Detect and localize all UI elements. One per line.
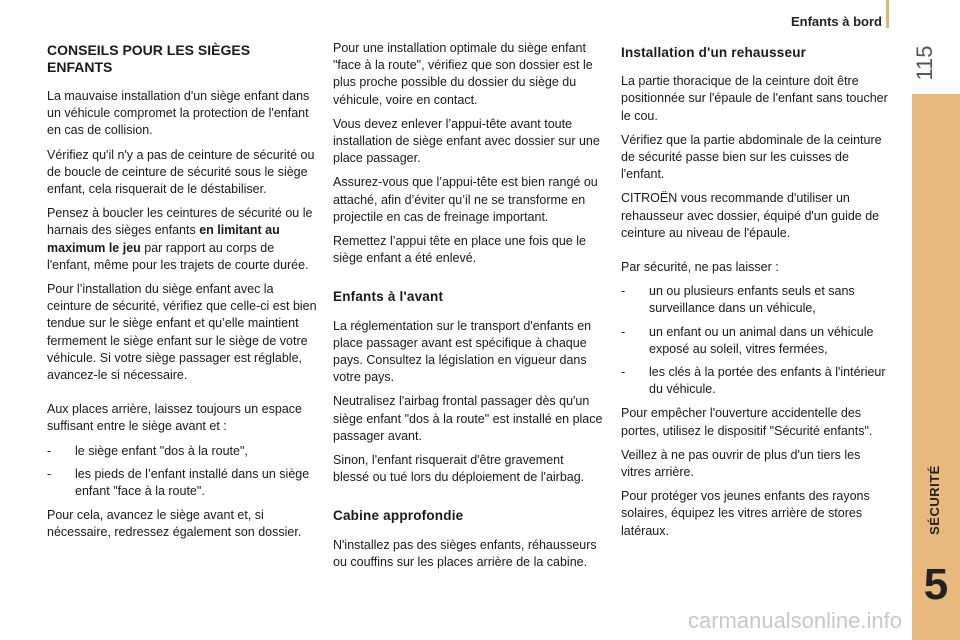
column-3 [621,40,893,547]
page-header-title: Enfants à bord [790,14,882,29]
paragraph: Aux places arrière, laissez toujours un espace suffisant entre le siège avant et : [47,402,302,434]
paragraph: Assurez-vous que l’appui-tête est bien rangé ou attaché, afin d’éviter qu’il ne se transforme en projectile en cas de freinage important. [333,175,598,224]
paragraph: Vérifiez qu'il n'y a pas de ceinture de sécurité ou de boucle de ceinture de sécurité sous le siège enfant, cela risquerait de le déstabiliser. [47,147,315,197]
list-item: - un ou plusieurs enfants seuls et sans surveillance dans un véhicule, [621,284,855,316]
paragraph: Pour protéger vos jeunes enfants des rayons solaires, équipez les vitres arrière de stores latéraux. [621,489,870,538]
watermark: carmanualsonline.info [687,608,902,633]
section-heading: CONSEILS POUR LES SIÈGES ENFANTS [47,42,251,75]
dash-list [47,443,319,501]
paragraph: Remettez l’appui tête en place une fois que le siège enfant a été enlevé. [333,234,586,266]
text-span: Pensez à boucler les ceintures de sécurité ou le harnais des sièges enfants [47,206,313,238]
dash-list [621,283,893,398]
paragraph: Veillez à ne pas ouvrir de plus d'un tiers les vitres arrière. [621,447,861,480]
list-item: - le siège enfant "dos à la route", [47,443,248,458]
paragraph: La mauvaise installation d'un siège enfant dans un véhicule compromet la protection de l'enfant en cas de collision. [47,89,310,138]
bold-text: en limitant au maximum le jeu [47,223,280,255]
paragraph: Par sécurité, ne pas laisser : [621,260,779,275]
paragraph: Vérifiez que la partie abdominale de la ceinture de sécurité passe bien sur les cuisses de l'enfant. [621,132,882,182]
paragraph: N'installez pas des sièges enfants, réhausseurs ou couffins sur les places arrière de la cabine. [333,537,597,569]
paragraph: Vous devez enlever l’appui-tête avant toute installation de siège enfant avec dossier sur une place passager. [333,116,600,166]
paragraph: Pour une installation optimale du siège enfant "face à la route", vérifiez que son dossier est le plus proche possible du dossier du siège du véhicule, voire en contact. [333,41,593,107]
paragraph: Pour l’installation du siège enfant avec la ceinture de sécurité, vérifiez que celle-ci est bien tendue sur le siège enfant et qu’elle maintient fermement le siège enfant sur le siège de votre véhicule. Si votre siège passager est réglable, avancez-le si nécessaire. [47,282,317,383]
subsection-heading: Installation d'un rehausseur [621,45,807,60]
page-number: 115 [912,45,937,81]
paragraph [47,205,319,274]
column-1 [47,40,319,549]
paragraph: CITROËN vous recommande d'utiliser un rehausseur avec dossier, équipé d'un guide de ceinture au niveau de l'épaule. [621,191,880,240]
section-label: SÉCURITÉ [927,465,942,535]
subsection-heading: Enfants à l'avant [333,289,444,305]
text-span: par rapport au corps de l'enfant, même pour les trajets de courte durée. [47,240,309,272]
column-2 [333,40,603,578]
list-item: - un enfant ou un animal dans un véhicule exposé au soleil, vitres fermées, [621,324,874,356]
header-divider [886,0,889,28]
paragraph: La partie thoracique de la ceinture doit être positionnée sur l'épaule de l'enfant sans toucher le cou. [621,74,888,123]
paragraph: Neutralisez l'airbag frontal passager dès qu'un siège enfant "dos à la route" est installé en place passager avant. [333,394,603,443]
paragraph: Pour empêcher l'ouverture accidentelle des portes, utilisez le dispositif "Sécurité enfants". [621,406,873,438]
list-item: - les pieds de l’enfant installé dans un siège enfant "face à la route". [47,466,310,499]
paragraph: Pour cela, avancez le siège avant et, si nécessaire, redressez également son dossier. [47,508,302,540]
paragraph: Sinon, l'enfant risquerait d'être gravement blessé ou tué lors du déploiement de l'airbag. [333,453,585,485]
chapter-number: 5 [923,560,949,609]
list-item: - les clés à la portée des enfants à l'intérieur du véhicule. [621,365,886,397]
paragraph: La réglementation sur le transport d'enfants en place passager avant est spécifique à chaque pays. Consultez la législation en vigueur dans votre pays. [333,318,592,385]
subsection-heading: Cabine approfondie [333,508,464,524]
chapter-side-tab [912,94,960,640]
